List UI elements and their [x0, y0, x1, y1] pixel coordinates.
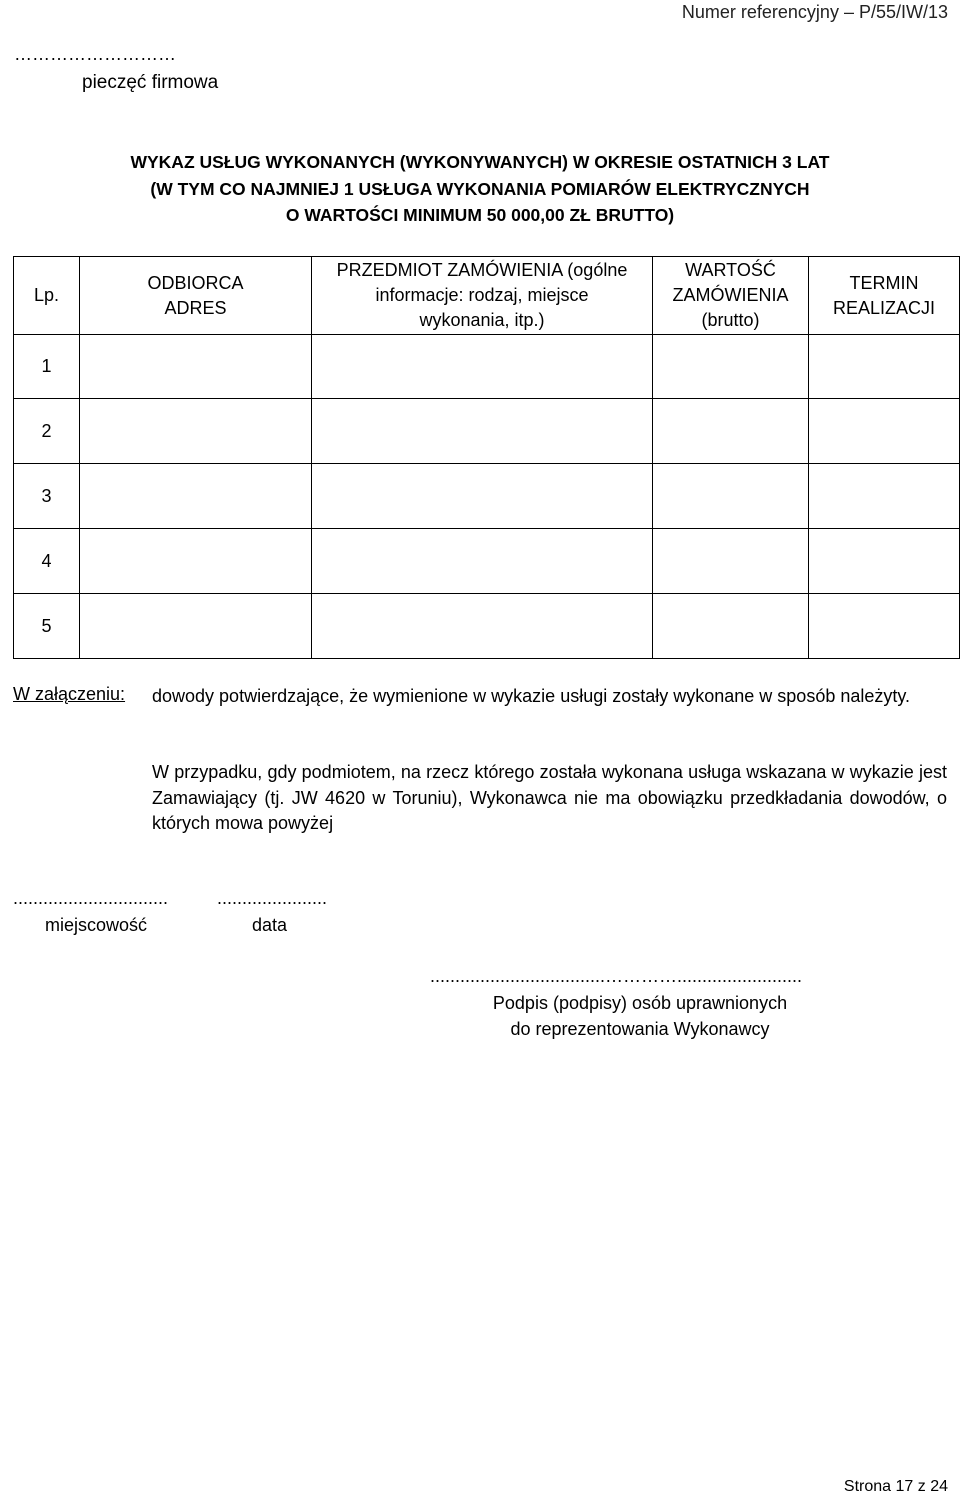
title-line-2: (W TYM CO NAJMNIEJ 1 USŁUGA WYKONANIA POMIARÓW ELEKTRYCZNYCH — [150, 178, 810, 199]
reference-number: Numer referencyjny – P/55/IW/13 — [681, 2, 948, 22]
attachments-text: dowody potwierdzające, że wymienione w wykazie usługi zostały wykonane w sposób należyty. — [152, 686, 911, 706]
table-row — [14, 529, 960, 594]
value-cell[interactable] — [653, 335, 809, 399]
subject-cell[interactable] — [312, 464, 653, 529]
page-number: Strona 17 z 24 — [843, 1478, 948, 1495]
term-cell[interactable] — [809, 594, 960, 659]
place-dots: ............................... — [13, 888, 169, 908]
recipient-cell[interactable] — [80, 464, 312, 529]
header-lp: Lp. — [14, 257, 80, 335]
date-label: data — [252, 915, 288, 935]
stamp-dots: ……………………… — [14, 44, 176, 64]
recipient-cell[interactable] — [80, 529, 312, 594]
row-number: 1 — [14, 335, 80, 399]
row-number: 3 — [14, 464, 80, 529]
table-header-row — [14, 257, 960, 335]
header-recipient: ODBIORCA ADRES — [80, 257, 312, 335]
signature-line-2: do reprezentowania Wykonawcy — [510, 1019, 770, 1039]
subject-cell[interactable] — [312, 335, 653, 399]
term-cell[interactable] — [809, 529, 960, 594]
table-row — [14, 399, 960, 464]
value-cell[interactable] — [653, 529, 809, 594]
term-cell[interactable] — [809, 399, 960, 464]
title-line-1: WYKAZ USŁUG WYKONANYCH (WYKONYWANYCH) W OKRESIE OSTATNICH 3 LAT — [130, 152, 830, 172]
table-row — [14, 335, 960, 399]
term-cell[interactable] — [809, 335, 960, 399]
title-line-3: O WARTOŚCI MINIMUM 50 000,00 ZŁ BRUTTO) — [285, 205, 675, 225]
value-cell[interactable] — [653, 399, 809, 464]
stamp-label: pieczęć firmowa — [82, 72, 219, 93]
signature-line-1: Podpis (podpisy) osób uprawnionych — [492, 993, 788, 1013]
document-title — [40, 149, 920, 229]
recipient-cell[interactable] — [80, 594, 312, 659]
date-dots: ...................... — [217, 888, 328, 908]
subject-cell[interactable] — [312, 399, 653, 464]
subject-cell[interactable] — [312, 594, 653, 659]
signature-label — [440, 990, 840, 1042]
header-subject: PRZEDMIOT ZAMÓWIENIA (ogólne informacje: rodzaj, miejsce wykonania, itp.) — [312, 257, 653, 335]
table-row — [14, 594, 960, 659]
row-number: 4 — [14, 529, 80, 594]
signature-dots: ...................................…………......................... — [430, 966, 803, 986]
attachments-label: W załączeniu: — [13, 684, 126, 704]
header-value: WARTOŚĆ ZAMÓWIENIA (brutto) — [653, 257, 809, 335]
place-label: miejscowość — [45, 915, 148, 935]
header-term: TERMIN REALIZACJI — [809, 257, 960, 335]
value-cell[interactable] — [653, 464, 809, 529]
table-row — [14, 464, 960, 529]
value-cell[interactable] — [653, 594, 809, 659]
term-cell[interactable] — [809, 464, 960, 529]
attachments-note: W przypadku, gdy podmiotem, na rzecz którego została wykonana usługa wskazana w wykazie jest Zamawiający (tj. JW 4620 w Toruniu), Wykonawca nie ma obowiązku przedkładania dowodów, o których mowa powyżej — [152, 762, 947, 833]
row-number: 5 — [14, 594, 80, 659]
row-number: 2 — [14, 399, 80, 464]
recipient-cell[interactable] — [80, 399, 312, 464]
recipient-cell[interactable] — [80, 335, 312, 399]
subject-cell[interactable] — [312, 529, 653, 594]
services-table — [13, 256, 960, 659]
